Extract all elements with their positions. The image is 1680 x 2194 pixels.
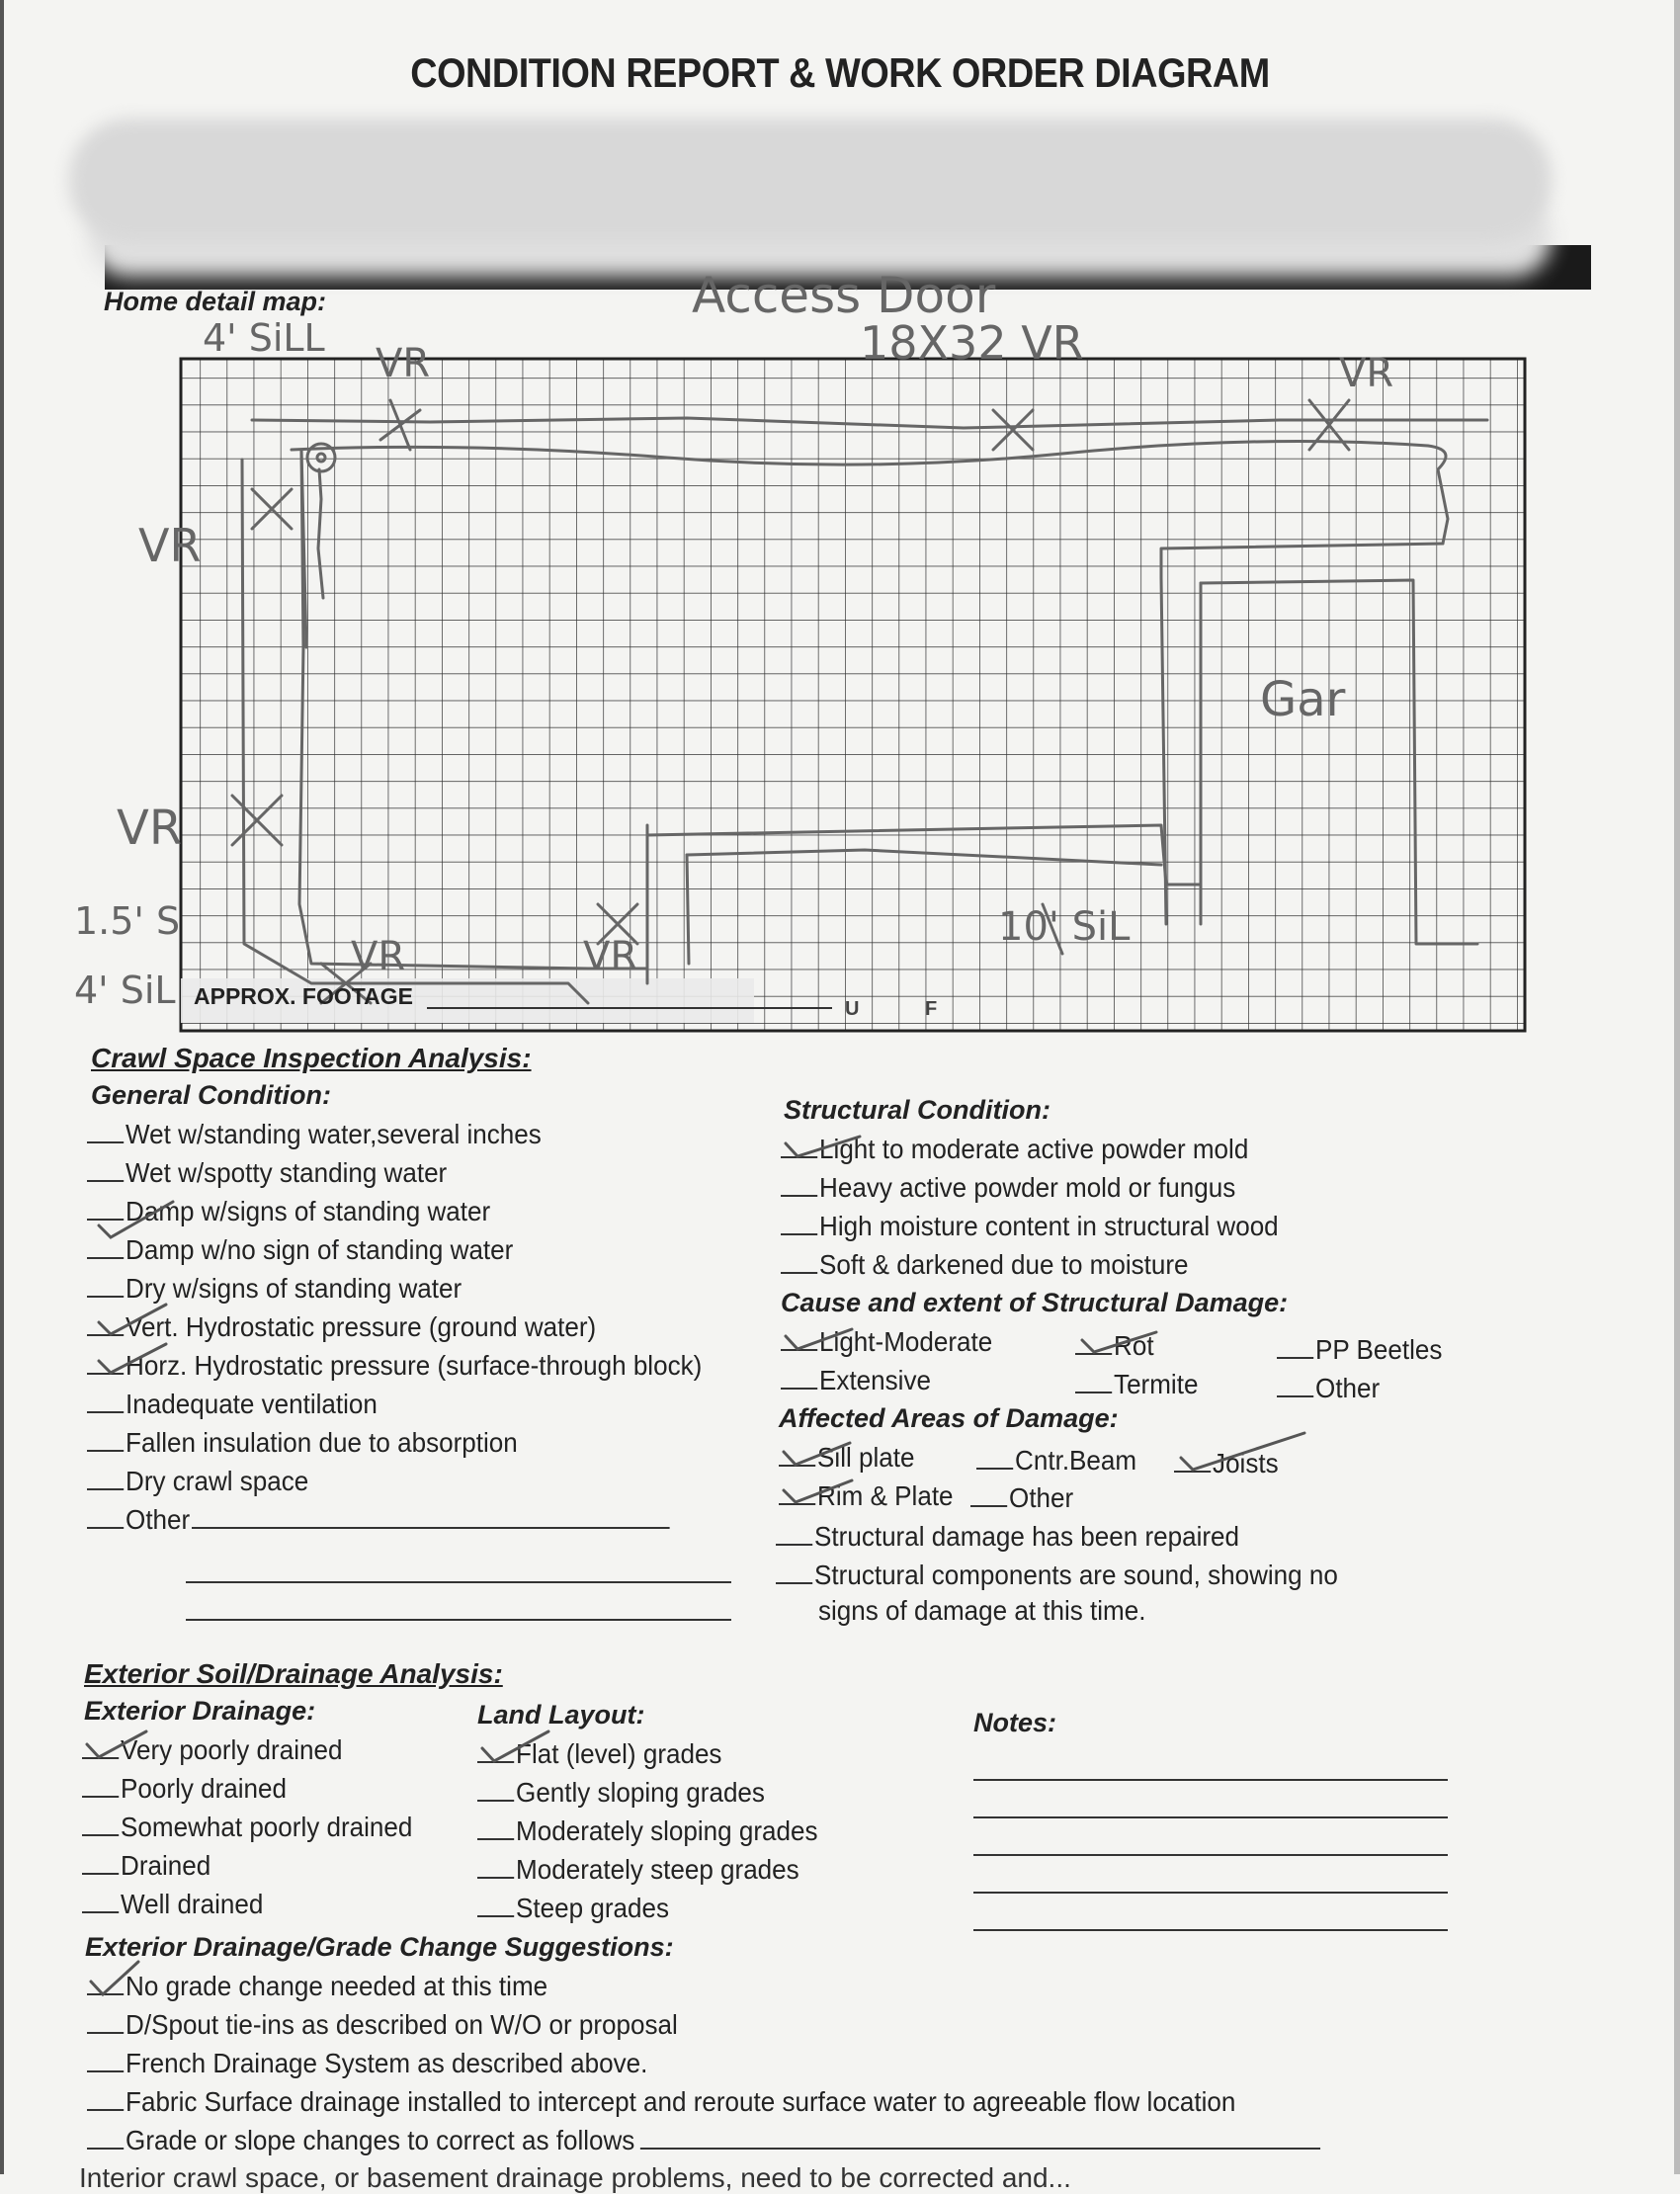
hand-note-access: Access Door	[692, 267, 996, 324]
aa-item-3[interactable]: Rim & Plate	[779, 1480, 954, 1512]
aa-item-6-continuation: signs of damage at this time.	[818, 1595, 1146, 1626]
aa-item-6[interactable]: Structural components are sound, showing no	[776, 1560, 1338, 1591]
exterior-drainage-heading: Exterior Drainage:	[84, 1696, 316, 1726]
sc-item-1[interactable]: Heavy active powder mold or fungus	[781, 1172, 1235, 1204]
ed-item-2[interactable]: Somewhat poorly drained	[82, 1812, 412, 1843]
hand-note-size: 18X32 VR	[860, 316, 1084, 370]
ll-item-4[interactable]: Steep grades	[477, 1893, 669, 1924]
structural-condition-heading: Structural Condition:	[784, 1095, 1050, 1125]
ed-item-0[interactable]: Very poorly drained	[82, 1734, 342, 1766]
hand-note-vr-4: VR	[351, 934, 406, 979]
grade-suggestions-heading: Exterior Drainage/Grade Change Suggestions:	[85, 1932, 674, 1962]
hand-note-vr-5: VR	[583, 934, 638, 979]
gc-item-4[interactable]: Dry w/signs of standing water	[87, 1273, 462, 1305]
ed-item-4[interactable]: Well drained	[82, 1889, 263, 1920]
hand-note-vr-6: VR	[1339, 351, 1394, 396]
aa-item-2[interactable]: Joists	[1174, 1448, 1279, 1479]
gs-item-3[interactable]: Fabric Surface drainage installed to intercept and reroute surface water to agreeable flow location	[87, 2086, 1235, 2118]
aa-item-5[interactable]: Structural damage has been repaired	[776, 1521, 1239, 1553]
land-layout-heading: Land Layout:	[477, 1700, 645, 1730]
page-title: CONDITION REPORT & WORK ORDER DIAGRAM	[410, 49, 1270, 96]
gc-item-9[interactable]: Dry crawl space	[87, 1466, 308, 1497]
gc-item-0[interactable]: Wet w/standing water,several inches	[87, 1119, 542, 1150]
affected-areas-heading: Affected Areas of Damage:	[779, 1403, 1119, 1433]
gc-item-8[interactable]: Fallen insulation due to absorption	[87, 1427, 518, 1459]
cause-item-2[interactable]: PP Beetles	[1277, 1334, 1442, 1366]
gc-item-10[interactable]: Other	[87, 1504, 670, 1536]
hand-note-garage: Gar	[1260, 672, 1346, 727]
hand-note-vr-3: VR	[117, 801, 183, 856]
crawl-space-heading: Crawl Space Inspection Analysis:	[91, 1043, 532, 1073]
cause-item-4[interactable]: Termite	[1075, 1369, 1198, 1400]
cause-item-1[interactable]: Rot	[1075, 1330, 1154, 1362]
gs-item-1[interactable]: D/Spout tie-ins as described on W/O or proposal	[87, 2009, 678, 2041]
gc-item-7[interactable]: Inadequate ventilation	[87, 1389, 378, 1420]
aa-item-4[interactable]: Other	[970, 1482, 1073, 1514]
ed-item-3[interactable]: Drained	[82, 1850, 210, 1882]
gc-item-6[interactable]: Horz. Hydrostatic pressure (surface-through block)	[87, 1350, 702, 1382]
aa-item-0[interactable]: Sill plate	[779, 1442, 914, 1474]
unit-u: U	[845, 998, 860, 1020]
gs-item-0[interactable]: No grade change needed at this time	[87, 1971, 547, 2002]
hand-note-sill-top: 4' SiLL	[203, 316, 325, 360]
ll-item-1[interactable]: Gently sloping grades	[477, 1777, 765, 1809]
home-detail-map-label: Home detail map:	[104, 287, 327, 316]
aa-item-1[interactable]: Cntr.Beam	[976, 1445, 1136, 1477]
ed-item-1[interactable]: Poorly drained	[82, 1773, 287, 1805]
gc-item-5[interactable]: Vert. Hydrostatic pressure (ground water)	[87, 1311, 596, 1343]
hand-note-sill-left-2: 4' SiL	[74, 969, 176, 1012]
gc-item-2[interactable]: Damp w/signs of standing water	[87, 1196, 490, 1227]
cause-item-5[interactable]: Other	[1277, 1373, 1380, 1404]
gs-item-4[interactable]: Grade or slope changes to correct as follows	[87, 2125, 1320, 2156]
cause-extent-heading: Cause and extent of Structural Damage:	[781, 1288, 1289, 1317]
sc-item-0[interactable]: Light to moderate active powder mold	[781, 1134, 1248, 1165]
unit-f: F	[925, 998, 938, 1020]
gc-item-1[interactable]: Wet w/spotty standing water	[87, 1157, 447, 1189]
ll-item-2[interactable]: Moderately sloping grades	[477, 1815, 817, 1847]
ll-item-0[interactable]: Flat (level) grades	[477, 1738, 721, 1770]
hand-note-sill-left-1: 1.5' S	[74, 899, 181, 943]
sc-item-3[interactable]: Soft & darkened due to moisture	[781, 1249, 1189, 1281]
sc-item-2[interactable]: High moisture content in structural wood	[781, 1211, 1279, 1242]
general-condition-heading: General Condition:	[91, 1080, 331, 1110]
gs-item-cut-off: Interior crawl space, or basement drainage problems, need to be corrected and...	[79, 2162, 1071, 2193]
notes-heading: Notes:	[973, 1708, 1057, 1737]
ll-item-3[interactable]: Moderately steep grades	[477, 1854, 799, 1886]
hand-note-vr-1: VR	[376, 341, 431, 386]
hand-note-sill-garage: 10' SiL	[998, 904, 1131, 950]
hand-note-vr-2: VR	[138, 519, 202, 572]
approx-footage-label: APPROX. FOOTAGE	[194, 983, 413, 1009]
cause-item-0[interactable]: Light-Moderate	[781, 1326, 992, 1358]
exterior-analysis-heading: Exterior Soil/Drainage Analysis:	[84, 1658, 503, 1689]
gs-item-2[interactable]: French Drainage System as described above.	[87, 2048, 647, 2079]
cause-item-3[interactable]: Extensive	[781, 1365, 931, 1396]
gc-item-3[interactable]: Damp w/no sign of standing water	[87, 1234, 513, 1266]
